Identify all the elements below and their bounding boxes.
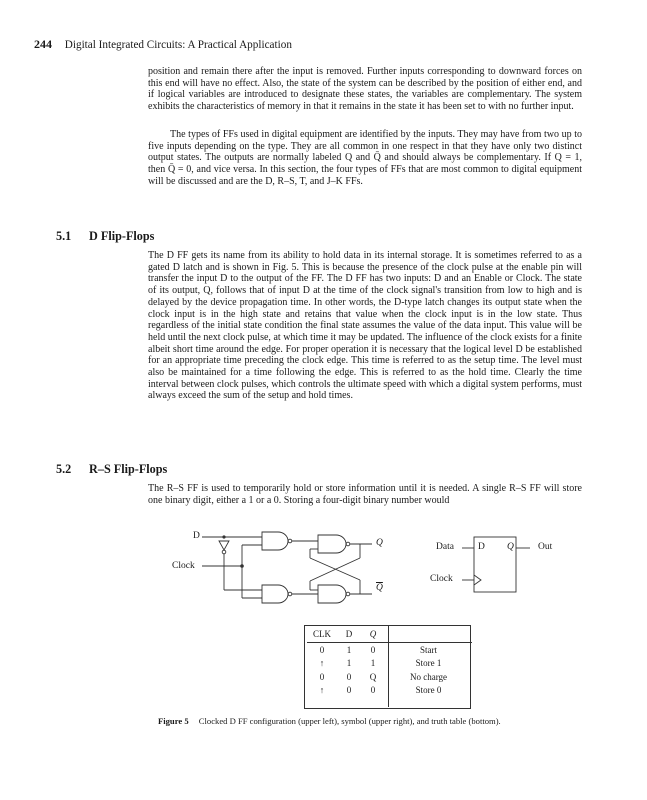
header-clk: CLK	[307, 627, 337, 643]
symbol-d-pin-label: D	[478, 542, 485, 552]
table-row	[307, 643, 472, 657]
cell-clk: ↑	[319, 685, 325, 696]
section-number: 5.2	[56, 462, 72, 476]
section-title: R–S Flip-Flops	[89, 462, 168, 476]
table-row	[307, 670, 472, 684]
cell-clk: 0	[319, 671, 325, 682]
cell-clk: ↑	[319, 658, 325, 669]
table-row	[307, 657, 472, 671]
cell-description: Start	[420, 644, 437, 655]
cell-description: No charge	[409, 671, 448, 682]
figure-label: Figure 5	[158, 716, 189, 726]
header-d: D	[337, 627, 361, 643]
cell-d: 1	[346, 658, 352, 669]
symbol-out-label: Out	[538, 542, 553, 552]
symbol-q-pin-label: Q	[507, 542, 514, 552]
page-number: 244	[34, 37, 52, 51]
intro-paragraph-1: position and remain there after the input is removed. Further inputs corresponding to downward forces on this end will have no effect. Also, the state of the system can be described by the position of either end, and if logical variables are introduced to designate these states, the variables are complementary. The system exhibits the characteristics of memory in that it remains in the state it has been set to with no further input.	[148, 66, 582, 113]
cell-q: 0	[370, 644, 376, 655]
symbol-clock-label: Clock	[430, 574, 453, 584]
cell-d: 0	[346, 685, 352, 696]
cell-d: 1	[346, 644, 352, 655]
header-description	[385, 627, 472, 643]
section-5-2-paragraph: The R–S FF is used to temporarily hold or store information until it is needed. A single R–S FF will store one binary digit, either a 1 or a 0. Storing a four-digit binary number would	[148, 483, 582, 506]
circuit-q-label: Q	[376, 538, 383, 548]
table-row	[307, 684, 472, 698]
section-5-1-paragraph: The D FF gets its name from its ability to hold data in its internal storage. It is sometimes referred to as a gated D latch and is shown in Fig. 5. This is because the presence of the clock pulse at the enable pin will transfer the input D to the output of the FF. The D FF has two inputs: D and an Enable or Clock. The state of its output, Q, follows that of input D at the time of the clock signal's transition from low to high and is delayed by the device propagation time. In other words, the D-type latch changes its output state when the clock input is in the high state and retains that value when the clock input is in the low state. Thus regardless of the initial state condition the final state assumes the value of the data input. This value will be held until the next clock pulse, at which time it may be updated. The influence of the clock exists for a finite albeit short time around the edge. For proper operation it is necessary that the logical level D be established for an appropriate time preceding the clock edge. This time is referred to as the setup time. The level must also be maintained for a time following the edge. This is referred to as the hold time. Clearly the time interval between clock pulses, which controls the ultimate speed with which a digital system performs, must always exceed the sum of the setup and hold times.	[148, 250, 582, 402]
truth-table	[307, 627, 472, 697]
book-title: Digital Integrated Circuits: A Practical Application	[64, 39, 292, 51]
cell-q: 0	[370, 685, 376, 696]
cell-q: 1	[370, 658, 376, 669]
cell-description: Store 1	[415, 658, 442, 669]
cell-description: Store 0	[415, 685, 442, 696]
cell-d: 0	[346, 671, 352, 682]
section-number: 5.1	[56, 229, 72, 243]
circuit-d-label: D	[193, 531, 200, 541]
circuit-qbar-label: $\overline{Q}$	[376, 583, 383, 593]
cell-q: Q	[369, 671, 377, 682]
circuit-clock-label: Clock	[172, 561, 195, 571]
truth-table-header-row	[307, 627, 472, 643]
intro-paragraph-2: The types of FFs used in digital equipment are identified by the inputs. They may have from two up to five inputs depending on the type. They are all common in one respect in that they have only two distinct output states. The outputs are normally labeled Q and Q̄ and should always be complementary. If Q = 1, then Q̄ = 0, and vice versa. In this section, the four types of FFs that are most common to digital equipment will be discussed and are the D, R–S, T, and J–K FFs.	[148, 129, 582, 187]
figure-caption-text: Clocked D FF configuration (upper left), symbol (upper right), and truth table (bottom).	[198, 716, 501, 726]
section-title: D Flip-Flops	[89, 229, 155, 243]
header-q: Q	[361, 627, 385, 643]
symbol-data-label: Data	[436, 542, 454, 552]
cell-clk: 0	[319, 644, 325, 655]
figure-caption	[158, 716, 501, 726]
